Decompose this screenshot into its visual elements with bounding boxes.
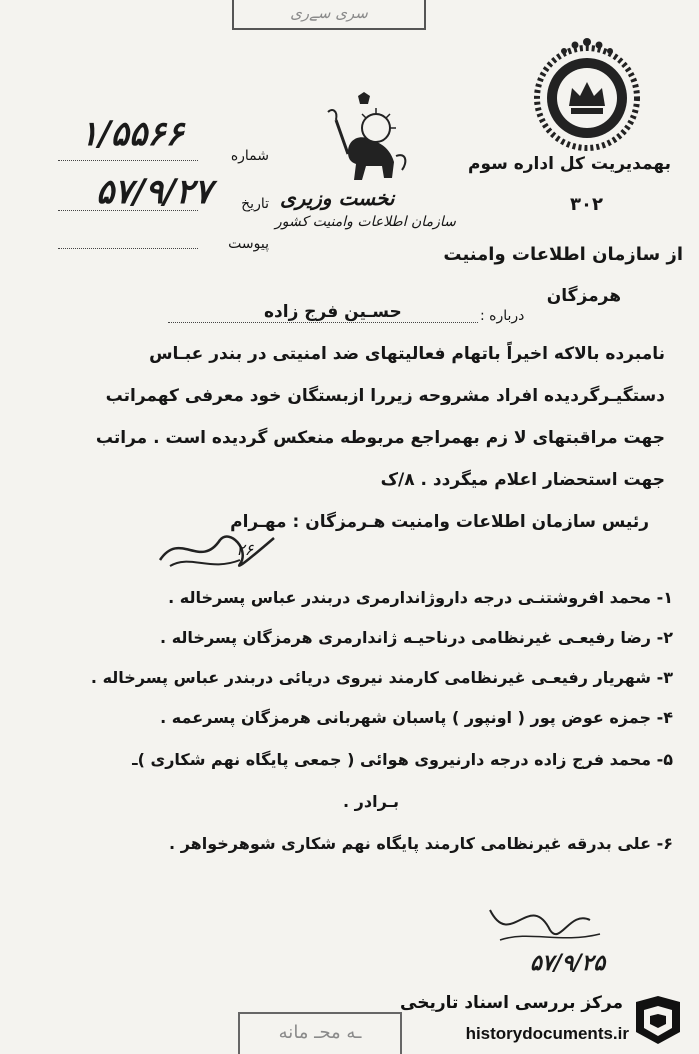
subject-label: درباره : [480, 308, 525, 324]
watermark-logo-icon [628, 992, 688, 1048]
list-item: ۲- رضا رفیعـی غیرنظامی درناحیـه ژاندارمری هرمزگان پسرخاله . [160, 628, 673, 647]
organization-title: سازمان اطلاعات وامنیت کشور [275, 214, 456, 230]
classification-stamp-top: سری سے‌ری [232, 0, 426, 30]
body-line-4: جهت استحضار اعلام میگردد . ۸/ک [380, 470, 665, 490]
list-item: ۱- محمد افروشتنـی درجه داروژاندارمری دربندر عباس پسرخاله . [168, 588, 673, 607]
margin-note: ۲۶ [236, 540, 254, 559]
ministry-title: نخست وزیری [280, 186, 395, 210]
body-line-3: جهت مراقبتهای لا زم بهمراجع مربوطه منعکس گردیده است . مراتب [95, 428, 665, 448]
list-item: ۴- جمزه عوض پور ( اونپور ) پاسبان شهربانی هرمزگان پسرعمه . [160, 708, 673, 727]
recipient-line-1: بهمدیریت کل اداره سوم [467, 154, 671, 174]
footer-date: ۵۷/۹/۲۵ [530, 950, 606, 976]
signatory-line: رئیس سازمان اطلاعات وامنیت هـرمزگان : مهـرام [230, 512, 649, 532]
document-date: ۵۷/۹/۲۷ [96, 172, 213, 212]
watermark-url[interactable]: historydocuments.ir [465, 1024, 629, 1043]
classification-stamp-bottom: ـه محـ مانه [238, 1012, 402, 1054]
body-line-1: نامبرده بالاکه اخیراً باتهام فعالیتهای ضد امنیتی در بندر عبـاس [149, 344, 665, 364]
number-label: شماره [230, 148, 269, 164]
list-item: ۶- علی بدرقه غیرنظامی کارمند پایگاه نهم شکاری شوهرخواهر . [169, 834, 673, 853]
subject-value: حسـین فرج زاده [264, 302, 402, 322]
document-number: ۱/۵۵۶۶ [80, 114, 184, 154]
list-item: بـرادر . [343, 792, 399, 811]
recipient-line-3: هرمزگان [546, 286, 621, 306]
body-line-2: دستگیـرگردیده افراد مشروحه زیررا ازبستگان خود معرفی کهمراتب [105, 386, 665, 406]
attachment-line [58, 248, 198, 249]
subject-line [168, 322, 478, 323]
list-item: ۳- شهریار رفیعـی غیرنظامی کارمند نیروی دریائی دربندر عباس پسرخاله . [90, 668, 673, 687]
scribble-signature-icon [150, 520, 280, 580]
date-label: تاریخ [241, 196, 269, 212]
list-item: ۵- محمد فرج زاده درجه دارنیروی هوائی ( جمعی پایگاه نهم شکاری )ـ [132, 750, 673, 769]
recipient-code: ۳۰۲ [570, 194, 603, 215]
recipient-line-2: از سازمان اطلاعات وامنیت [443, 244, 683, 265]
attachment-label: پیوست [228, 236, 269, 252]
crown-emblem-icon [527, 36, 647, 156]
watermark-title: مرکز بررسی اسناد تاریخی [400, 993, 623, 1013]
number-line [58, 160, 198, 161]
